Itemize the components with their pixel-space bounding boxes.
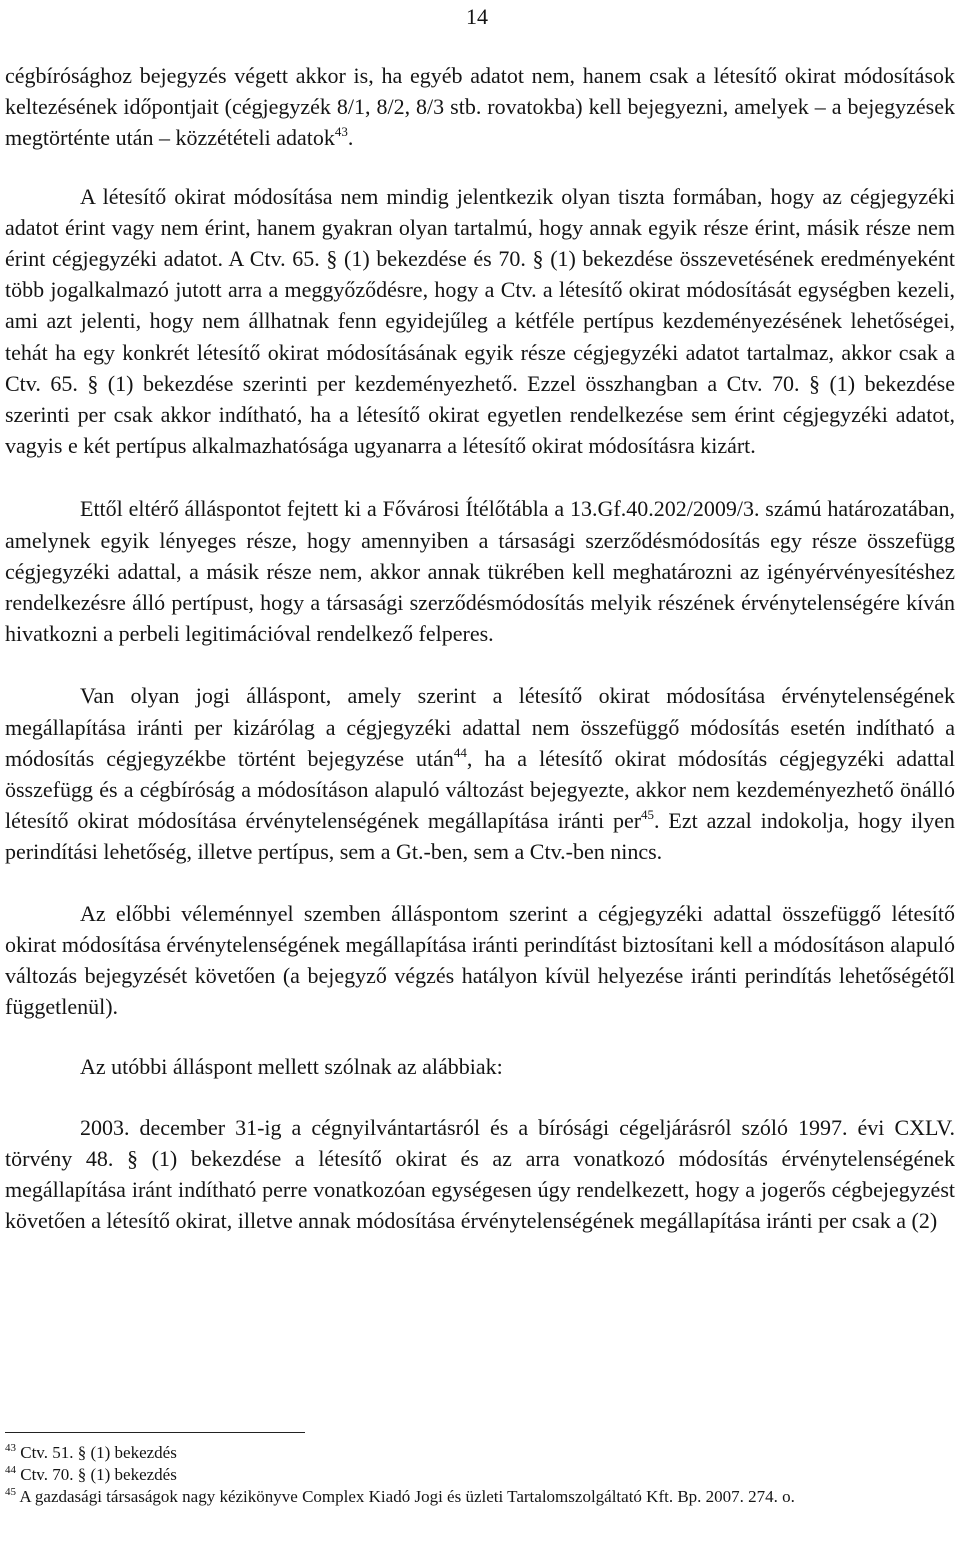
footnote-ref-44: 44 <box>453 744 467 760</box>
footnote-ref-43: 43 <box>334 124 348 140</box>
footnote-separator <box>5 1432 305 1433</box>
paragraph-modification-unity: A létesítő okirat módosítása nem mindig jelentkezik olyan tiszta formában, hogy az cégjegyzéki adatot érint vagy nem érint, hanem gyakran olyan tartalmú, hogy annak egyik része érint, másik része nem érint cégjegyzéki adatot. A Ctv. 65. § (1) bekezdése és 70. § (1) bekezdése összevetésének eredményeként több jogalkalmazó jutott arra a meggyőződésre, hogy a Ctv. a létesítő okirat módosítását egységben kezeli, ami azt jelenti, hogy nem állhatnak fenn egyidejűleg a kétféle pertípus kezdeményezésének lehetőségei, tehát ha egy konkrét létesítő okirat módosításának egyik része cégjegyzéki adatot tartalmaz, akkor csak a Ctv. 65. § (1) bekezdése szerinti per kezdeményezhető. Ezzel összhangban a Ctv. 70. § (1) bekezdése szerinti per csak akkor indítható, ha a létesítő okirat egyetlen rendelkezése sem érint cégjegyzéki adatot, vagyis e két pertípus alkalmazhatósága ugyanarra a létesítő okirat módosításra kizárt. <box>5 183 955 459</box>
footnote-44: $^{44}$ Ctv. 70. § (1) bekezdés <box>5 1464 177 1484</box>
page-number: 14 <box>466 4 488 29</box>
paragraph-legal-position: Van olyan jogi álláspont, amely szerint a létesítő okirat módosítása érvénytelenségének megállapítása iránti per kizárólag a cégjegyzéki adattal nem összefüggő módosítás esetén indítható a módosítás cégjegyzékbe történt bejegyzése után$^{44}$, ha a létesítő okirat módosítás cégjegyzéki adattal összefügg és a cégbíróság a módosításon alapuló változást bejegyezte, akkor nem kezdeményezhető önálló létesítő okirat módosítása érvénytelenségének megállapítása iránti per$^{45}$. Ezt azzal indokolja, hogy ilyen perindítási lehetőség, illetve pertípus, sem a Gt.-ben, sem a Ctv.-ben nincs. <box>5 683 956 865</box>
paragraph-court-opinion: Ettől eltérő álláspontot fejtett ki a Fővárosi Ítélőtábla a 13.Gf.40.202/2009/3. számú határozatában, amelynek egyik lényeges része, hogy amennyiben a társasági szerződésmódosítás egy része összefügg cégjegyzéki adattal, a másik része nem, akkor annak tükrében kell meghatározni az igényérvényesítéshez rendelkezésre álló pertípust, hogy a társasági szerződésmódosítás melyik részének érvénytelenségére kíván hivatkozni a perbeli legitimációval rendelkező felperes. <box>5 496 955 647</box>
footnote-43: $^{43}$ Ctv. 51. § (1) bekezdés <box>5 1442 177 1462</box>
paragraph-arguments-intro: Az utóbbi álláspont mellett szólnak az alábbiak: <box>80 1054 503 1080</box>
footnote-45: $^{45}$ A gazdasági társaságok nagy kézikönyve Complex Kiadó Jogi és üzleti Tartalomszolgáltató Kft. Bp. 2007. 274. o. <box>5 1486 795 1506</box>
paragraph-continuation: cégbírósághoz bejegyzés végett akkor is, ha egyéb adatot nem, hanem csak a létesítő okirat módosítások keltezésének időpontjait (cégjegyzék 8/1, 8/2, 8/3 stb. rovatokba) kell bejegyezni, amelyek – a bejegyzések megtörténte után – közzétételi adatok$^{43}$. <box>5 63 955 151</box>
footnotes <box>5 1442 955 1508</box>
paragraph-history: 2003. december 31-ig a cégnyilvántartásról és a bírósági cégeljárásról szóló 1997. évi CXLV. törvény 48. § (1) bekezdése a létesítő okirat és az arra vonatkozó módosítás érvénytelenségének megállapítása iránt indítható perre vonatkozóan egységesen úgy rendelkezett, hogy a jogerős cégbejegyzést követően a létesítő okirat, illetve annak módosítása érvénytelenségének megállapítása iránti per csak a (2) <box>5 1114 955 1234</box>
footnote-ref-45: 45 <box>641 807 655 823</box>
document-body <box>5 60 955 1237</box>
paragraph-author-opinion: Az előbbi véleménnyel szemben álláspontom szerint a cégjegyzéki adattal összefüggő létesítő okirat módosítása érvénytelenségének megállapítása iránti perindítást biztosítani kell a módosításon alapuló változás bejegyzését követően (a bejegyző végzés hatályon kívül helyezése iránti perindítás lehetőségétől függetlenül). <box>5 900 955 1020</box>
